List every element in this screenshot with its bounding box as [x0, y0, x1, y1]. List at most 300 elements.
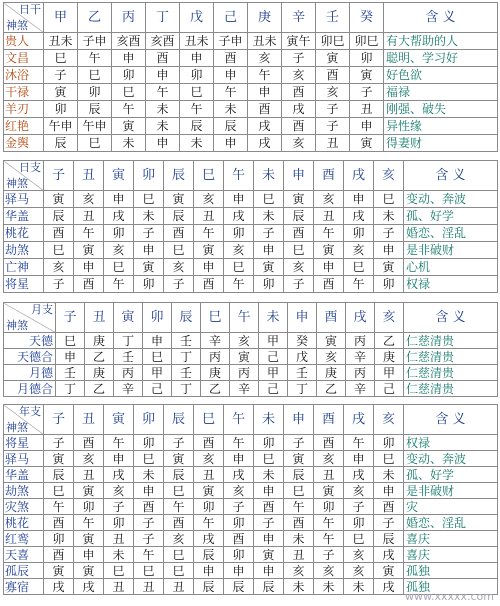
- column-header: 未: [259, 303, 288, 333]
- table-day-stem: [3, 2, 498, 152]
- table-cell: 午: [194, 515, 224, 531]
- meaning-header: 含 义: [404, 161, 498, 191]
- table-cell: 寅: [350, 67, 384, 84]
- table-cell: 寅: [44, 191, 74, 208]
- table-cell: 申: [74, 547, 104, 563]
- table-cell: 卯巳: [316, 33, 350, 50]
- table-cell: 甲: [375, 365, 404, 381]
- table-row: [4, 467, 498, 483]
- corner-bottom-label: 神煞: [6, 319, 28, 332]
- table-cell: 午: [74, 225, 104, 242]
- table-cell: 乙: [85, 381, 114, 397]
- t3-body: [4, 303, 498, 397]
- table-cell: 己: [143, 381, 172, 397]
- table-cell: 午: [194, 225, 224, 242]
- column-header: 巳: [194, 405, 224, 435]
- table-cell: 酉: [74, 435, 104, 451]
- table-cell: 乙: [201, 381, 230, 397]
- table-cell: 癸: [288, 333, 317, 349]
- table-cell: 巳: [164, 547, 194, 563]
- table-cell: 辰: [164, 467, 194, 483]
- table-cell: 辰: [164, 208, 194, 225]
- table-cell: 未: [344, 579, 374, 595]
- table-cell: 申: [254, 563, 284, 579]
- table-cell: 卯: [224, 547, 254, 563]
- table-cell: 子: [316, 118, 350, 135]
- table-cell: 巳: [143, 349, 172, 365]
- table-cell: 戌: [248, 135, 282, 152]
- column-header: 申: [288, 303, 317, 333]
- table-cell: 申: [146, 67, 180, 84]
- table-cell: 巳: [134, 451, 164, 467]
- table-cell: 午: [180, 101, 214, 118]
- table-row: [4, 563, 498, 579]
- shensha-name: 红鸾: [4, 531, 44, 547]
- shensha-name: 将星: [4, 435, 44, 451]
- table-cell: 申: [112, 50, 146, 67]
- table-cell: 辰: [374, 531, 404, 547]
- table-row: [4, 191, 498, 208]
- table-cell: 酉: [284, 225, 314, 242]
- table-cell: 巳: [254, 451, 284, 467]
- table-cell: 丑: [350, 101, 384, 118]
- column-header: 辰: [164, 161, 194, 191]
- table-cell: 午: [224, 435, 254, 451]
- table-cell: 辛: [114, 381, 143, 397]
- table-cell: 午: [314, 515, 344, 531]
- shensha-name: 天德: [4, 333, 56, 349]
- table-cell: 卯: [74, 499, 104, 515]
- corner-top-label: 月支: [31, 303, 53, 316]
- shensha-name: 天德合: [4, 349, 56, 365]
- table-cell: 丁: [56, 381, 85, 397]
- table-cell: 酉: [146, 50, 180, 67]
- t1-body: [4, 3, 498, 152]
- table-cell: 壬: [114, 349, 143, 365]
- meaning-cell: 孤、好学: [404, 208, 498, 225]
- table-cell: 酉: [248, 101, 282, 118]
- table-cell: 庚: [375, 349, 404, 365]
- table-cell: 亥酉: [146, 33, 180, 50]
- table-cell: 寅: [374, 259, 404, 276]
- table-cell: 亥: [344, 547, 374, 563]
- table-cell: 辰: [224, 579, 254, 595]
- table-cell: 午: [164, 499, 194, 515]
- table-cell: 卯: [134, 276, 164, 293]
- table-cell: 庚: [85, 333, 114, 349]
- table-cell: 午: [74, 515, 104, 531]
- meaning-cell: 喜庆: [404, 547, 498, 563]
- table-cell: 寅午: [282, 33, 316, 50]
- shensha-name: 寡宿: [4, 579, 44, 595]
- table-cell: 巳: [344, 259, 374, 276]
- table-cell: 己: [259, 349, 288, 365]
- table-cell: 未: [284, 531, 314, 547]
- table-cell: 辰: [284, 467, 314, 483]
- table-cell: 己: [375, 381, 404, 397]
- table-cell: 午: [112, 101, 146, 118]
- table-cell: 戌: [224, 208, 254, 225]
- table-cell: 巳: [78, 135, 112, 152]
- table-cell: 辰: [194, 547, 224, 563]
- table-cell: 寅: [254, 547, 284, 563]
- table-cell: 巳: [374, 191, 404, 208]
- table-cell: 酉: [134, 499, 164, 515]
- column-header: 亥: [374, 405, 404, 435]
- column-header: 未: [254, 405, 284, 435]
- table-cell: 申: [146, 135, 180, 152]
- table-row: [4, 242, 498, 259]
- table-cell: 酉: [316, 67, 350, 84]
- table-cell: 卯: [224, 515, 254, 531]
- table-cell: 酉: [224, 531, 254, 547]
- meaning-cell: 有大帮助的人: [384, 33, 498, 50]
- column-header: 申: [284, 161, 314, 191]
- table-cell: 申: [350, 118, 384, 135]
- table-cell: 未: [314, 579, 344, 595]
- table-cell: 巳: [44, 50, 78, 67]
- meaning-cell: 聪明、学习好: [384, 50, 498, 67]
- table-cell: 戌: [374, 579, 404, 595]
- table-cell: 巳: [374, 451, 404, 467]
- table-cell: 亥: [344, 563, 374, 579]
- table-cell: 申: [254, 531, 284, 547]
- meaning-cell: 是非破财: [404, 242, 498, 259]
- meaning-header: 含 义: [384, 3, 498, 33]
- table-cell: 戌: [344, 467, 374, 483]
- table-cell: 巳: [284, 483, 314, 499]
- column-header: 酉: [314, 405, 344, 435]
- column-header: 壬: [316, 3, 350, 33]
- shensha-name: 灾煞: [4, 499, 44, 515]
- table-cell: 申: [214, 67, 248, 84]
- header-row: [4, 405, 498, 435]
- shensha-name: 劫煞: [4, 483, 44, 499]
- table-cell: 巳: [134, 563, 164, 579]
- table-row: [4, 499, 498, 515]
- column-header: 戌: [344, 161, 374, 191]
- table-cell: 午: [146, 84, 180, 101]
- column-header: 癸: [350, 3, 384, 33]
- table-cell: 丑未: [180, 33, 214, 50]
- table-cell: 子: [374, 515, 404, 531]
- shensha-name: 华盖: [4, 208, 44, 225]
- table-cell: 亥: [314, 451, 344, 467]
- table-cell: 申: [180, 50, 214, 67]
- column-header: 卯: [134, 161, 164, 191]
- column-header: 午: [230, 303, 259, 333]
- shensha-name: 华盖: [4, 467, 44, 483]
- table-cell: 庚: [85, 365, 114, 381]
- table-cell: 辰: [44, 135, 78, 152]
- table-row: [4, 101, 498, 118]
- table-cell: 巳: [44, 242, 74, 259]
- table-cell: 午: [104, 276, 134, 293]
- table-cell: 戌: [104, 467, 134, 483]
- table-cell: 申: [194, 259, 224, 276]
- column-header: 戊: [180, 3, 214, 33]
- column-header: 丑: [74, 405, 104, 435]
- table-cell: 丑: [314, 467, 344, 483]
- table-cell: 未: [104, 547, 134, 563]
- column-header: 卯: [143, 303, 172, 333]
- table-cell: 丁: [172, 381, 201, 397]
- column-header: 申: [284, 405, 314, 435]
- table-row: [4, 225, 498, 242]
- corner-cell: [4, 405, 44, 435]
- table-cell: 午: [344, 435, 374, 451]
- table-cell: 亥: [230, 333, 259, 349]
- table-cell: 亥: [317, 349, 346, 365]
- table-cell: 子: [316, 101, 350, 118]
- column-header: 亥: [374, 161, 404, 191]
- table-cell: 卯: [180, 67, 214, 84]
- table-cell: 子申: [214, 33, 248, 50]
- corner-bottom-label: 神煞: [6, 421, 28, 434]
- table-cell: 寅: [134, 259, 164, 276]
- shensha-name: 驿马: [4, 451, 44, 467]
- table-cell: 巳: [164, 563, 194, 579]
- table-cell: 子: [282, 50, 316, 67]
- meaning-cell: 好色欲: [384, 67, 498, 84]
- table-cell: 申: [74, 259, 104, 276]
- table-cell: 丑: [194, 467, 224, 483]
- table-row: [4, 135, 498, 152]
- table-cell: 午: [284, 499, 314, 515]
- table-cell: 申: [344, 451, 374, 467]
- table-cell: 卯: [254, 276, 284, 293]
- column-header: 寅: [104, 405, 134, 435]
- table-cell: 寅: [314, 242, 344, 259]
- table-cell: 乙: [317, 381, 346, 397]
- table-cell: 戌: [104, 208, 134, 225]
- table-cell: 寅: [316, 50, 350, 67]
- table-cell: 亥: [164, 259, 194, 276]
- table-cell: 卯: [374, 276, 404, 293]
- meaning-cell: 孤独: [404, 563, 498, 579]
- table-cell: 寅: [194, 242, 224, 259]
- table-cell: 卯巳: [350, 33, 384, 50]
- table-cell: 辛: [230, 381, 259, 397]
- table-cell: 寅: [230, 349, 259, 365]
- table-cell: 辛: [346, 381, 375, 397]
- table-cell: 卯: [104, 225, 134, 242]
- table-cell: 子: [314, 547, 344, 563]
- header-row: [4, 303, 498, 333]
- table-row: [4, 381, 498, 397]
- table-cell: 丑: [164, 579, 194, 595]
- table-cell: 子: [344, 499, 374, 515]
- column-header: 巳: [201, 303, 230, 333]
- shensha-name: 贵人: [4, 33, 44, 50]
- table-cell: 申: [104, 191, 134, 208]
- table-cell: 酉: [314, 276, 344, 293]
- table-cell: 丙: [346, 333, 375, 349]
- table-cell: 卯: [134, 435, 164, 451]
- table-cell: 壬: [172, 333, 201, 349]
- table-cell: 午: [78, 50, 112, 67]
- shensha-name: 沐浴: [4, 67, 44, 84]
- table-cell: 酉: [74, 276, 104, 293]
- table-cell: 甲: [259, 365, 288, 381]
- table-cell: 壬: [172, 365, 201, 381]
- table-cell: 酉: [282, 84, 316, 101]
- table-row: [4, 276, 498, 293]
- meaning-cell: 孤、好学: [404, 467, 498, 483]
- table-cell: 丑: [284, 547, 314, 563]
- table-cell: 戌: [282, 101, 316, 118]
- table-cell: 丁: [114, 333, 143, 349]
- table-cell: 亥: [104, 242, 134, 259]
- t2-body: [4, 161, 498, 293]
- meaning-cell: 婚恋、淫乱: [404, 225, 498, 242]
- column-header: 辛: [282, 3, 316, 33]
- table-cell: 申: [104, 451, 134, 467]
- shensha-name: 金舆: [4, 135, 44, 152]
- table-cell: 亥: [74, 191, 104, 208]
- table-cell: 辰: [44, 208, 74, 225]
- table-row: [4, 435, 498, 451]
- table-cell: 戌: [224, 467, 254, 483]
- table-cell: 子: [44, 276, 74, 293]
- column-header: 丙: [112, 3, 146, 33]
- table-cell: 卯: [344, 225, 374, 242]
- shensha-name: 天喜: [4, 547, 44, 563]
- column-header: 未: [254, 161, 284, 191]
- table-cell: 丑: [316, 135, 350, 152]
- table-cell: 丑: [194, 208, 224, 225]
- table-cell: 戌: [74, 579, 104, 595]
- table-cell: 申: [254, 242, 284, 259]
- table-cell: 酉: [164, 225, 194, 242]
- table-cell: 寅: [350, 135, 384, 152]
- table-cell: 巳: [112, 84, 146, 101]
- table-cell: 未: [134, 208, 164, 225]
- table-cell: 己: [259, 381, 288, 397]
- column-header: 戌: [346, 303, 375, 333]
- table-day-branch: [3, 160, 498, 293]
- table-cell: 辰: [78, 101, 112, 118]
- column-header: 乙: [78, 3, 112, 33]
- table-cell: 亥: [314, 563, 344, 579]
- table-cell: 子: [104, 499, 134, 515]
- table-cell: 酉: [44, 225, 74, 242]
- table-cell: 卯: [104, 515, 134, 531]
- column-header: 戌: [344, 405, 374, 435]
- table-cell: 亥: [194, 451, 224, 467]
- column-header: 子: [44, 161, 74, 191]
- t4-body: [4, 405, 498, 595]
- table-cell: 巳: [344, 531, 374, 547]
- table-cell: 申: [374, 242, 404, 259]
- table-cell: 寅: [74, 563, 104, 579]
- meaning-cell: 灾: [404, 499, 498, 515]
- table-month-branch: [3, 302, 498, 397]
- table-cell: 未: [374, 467, 404, 483]
- table-cell: 申: [314, 259, 344, 276]
- column-header: 子: [44, 405, 74, 435]
- table-cell: 酉: [284, 515, 314, 531]
- table-row: [4, 531, 498, 547]
- table-cell: 子: [254, 515, 284, 531]
- table-year-branch: [3, 404, 498, 595]
- meaning-cell: 喜庆: [404, 531, 498, 547]
- corner-top-label: 日支: [19, 161, 41, 174]
- table-cell: 乙: [375, 333, 404, 349]
- table-cell: 午: [314, 225, 344, 242]
- table-cell: 申: [143, 333, 172, 349]
- table-cell: 申: [224, 451, 254, 467]
- column-header: 亥: [375, 303, 404, 333]
- table-cell: 酉: [254, 499, 284, 515]
- column-header: 己: [214, 3, 248, 33]
- table-cell: 巳: [224, 259, 254, 276]
- meaning-cell: 刚强、破失: [384, 101, 498, 118]
- table-cell: 巳: [180, 84, 214, 101]
- table-cell: 申: [194, 563, 224, 579]
- table-cell: 午: [44, 499, 74, 515]
- table-cell: 庚: [317, 365, 346, 381]
- table-cell: 丑未: [248, 33, 282, 50]
- table-cell: 午: [224, 276, 254, 293]
- meaning-cell: 福禄: [384, 84, 498, 101]
- shensha-name: 月德: [4, 365, 56, 381]
- table-cell: 亥: [284, 259, 314, 276]
- table-cell: 酉: [44, 515, 74, 531]
- table-cell: 寅: [317, 333, 346, 349]
- column-header: 寅: [104, 161, 134, 191]
- shensha-name: 孤辰: [4, 563, 44, 579]
- column-header: 酉: [314, 161, 344, 191]
- table-cell: 申: [224, 563, 254, 579]
- table-cell: 丑: [74, 208, 104, 225]
- table-cell: 申: [134, 242, 164, 259]
- table-cell: 卯: [44, 101, 78, 118]
- table-cell: 辰: [194, 579, 224, 595]
- table-cell: 亥酉: [112, 33, 146, 50]
- table-cell: 子: [284, 276, 314, 293]
- table-cell: 巳: [44, 483, 74, 499]
- table-cell: 申: [224, 191, 254, 208]
- table-cell: 卯: [314, 499, 344, 515]
- table-cell: 寅: [194, 483, 224, 499]
- table-cell: 亥: [248, 50, 282, 67]
- table-cell: 申: [248, 84, 282, 101]
- meaning-cell: 孤独: [404, 579, 498, 595]
- table-cell: 寅: [164, 191, 194, 208]
- table-cell: 酉: [282, 118, 316, 135]
- table-cell: 巳: [284, 242, 314, 259]
- table-row: [4, 259, 498, 276]
- table-cell: 酉: [44, 547, 74, 563]
- table-cell: 子: [254, 225, 284, 242]
- table-cell: 寅: [44, 563, 74, 579]
- table-cell: 未: [374, 208, 404, 225]
- corner-cell: [4, 161, 44, 191]
- table-cell: 辰: [284, 208, 314, 225]
- meaning-cell: 异性缘: [384, 118, 498, 135]
- table-row: [4, 365, 498, 381]
- column-header: 甲: [44, 3, 78, 33]
- shensha-name: 干禄: [4, 84, 44, 101]
- column-header: 庚: [248, 3, 282, 33]
- meaning-cell: 仁慈清贵: [404, 349, 498, 365]
- table-cell: 申: [374, 483, 404, 499]
- table-cell: 辛: [201, 333, 230, 349]
- column-header: 辰: [164, 405, 194, 435]
- table-cell: 丑未: [44, 33, 78, 50]
- meaning-cell: 仁慈清贵: [404, 333, 498, 349]
